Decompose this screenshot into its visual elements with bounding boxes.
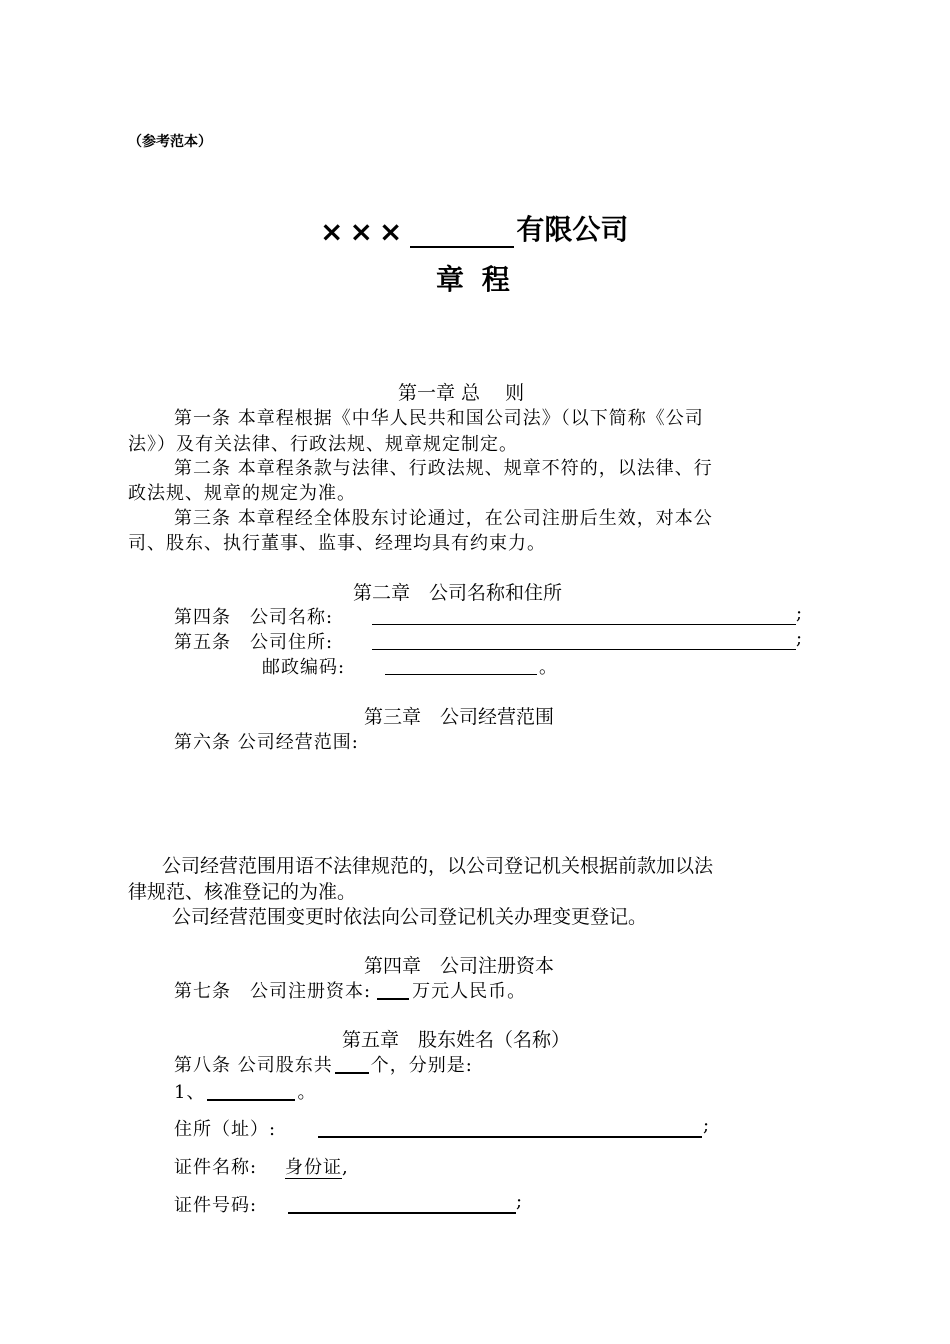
article-3-line-1: 第三条 本章程经全体股东讨论通过，在公司注册后生效，对本公: [174, 508, 713, 529]
id-number-field[interactable]: [288, 1195, 516, 1214]
article-8-suffix: 个，分别是:: [370, 1055, 473, 1076]
business-scope-note-line-2: 律规范、核准登记的为准。: [128, 881, 357, 903]
shareholder-address-field[interactable]: [318, 1119, 702, 1138]
postal-code-label: 邮政编码:: [262, 657, 346, 678]
article-2-line-2: 政法规、规章的规定为准。: [128, 483, 356, 504]
article-4-label: 第四条 公司名称:: [174, 607, 334, 628]
article-1-line-2: 法》）及有关法律、行政法规、规章规定制定。: [128, 434, 518, 455]
article-5-label: 第五条 公司住所:: [174, 632, 334, 653]
shareholder-name-field[interactable]: [207, 1081, 295, 1101]
document-title: 章 程: [436, 263, 514, 296]
chapter-5-heading: 第五章 股东姓名（名称）: [342, 1029, 571, 1051]
chapter-4-heading: 第四章 公司注册资本: [364, 955, 555, 977]
shareholder-count-field[interactable]: [335, 1054, 369, 1074]
article-3-line-2: 司、股东、执行董事、监事、经理均具有约束力。: [128, 533, 546, 554]
article-8-prefix: 第八条 公司股东共: [174, 1055, 333, 1076]
semicolon: ;: [796, 603, 804, 624]
comma: ,: [342, 1157, 349, 1178]
article-8: [174, 1051, 473, 1077]
postal-code-field[interactable]: [385, 657, 537, 675]
article-7-prefix: 第七条 公司注册资本:: [174, 981, 372, 1002]
chapter-3-heading: 第三章 公司经营范围: [364, 706, 555, 728]
id-number-label: 证件号码:: [174, 1195, 258, 1216]
chapter-1-heading: 第一章 总 则: [398, 382, 525, 404]
id-type-value[interactable]: [285, 1153, 349, 1179]
company-title: [320, 208, 628, 248]
business-scope-note-line-1: 公司经营范围用语不法律规范的，以公司登记机关根据前款加以法: [162, 855, 714, 877]
company-address-field[interactable]: [372, 632, 796, 650]
semicolon: ;: [516, 1191, 524, 1212]
id-type-label: 证件名称:: [174, 1157, 258, 1178]
title-suffix: 有限公司: [516, 213, 629, 246]
semicolon: ;: [796, 628, 804, 649]
business-scope-change-note: 公司经营范围变更时依法向公司登记机关办理变更登记。: [172, 906, 648, 928]
company-name-field[interactable]: [372, 607, 796, 625]
company-name-blank: [410, 216, 514, 248]
title-prefix: ×××: [320, 215, 409, 248]
chapter-2-heading: 第二章 公司名称和住所: [353, 582, 563, 604]
reference-note: （参考范本）: [128, 134, 212, 150]
address-label: 住所（址）:: [174, 1119, 277, 1140]
semicolon: ;: [703, 1115, 711, 1136]
item-number: 1、: [174, 1082, 206, 1103]
article-7-suffix: 万元人民币。: [412, 981, 527, 1002]
item-suffix: 。: [297, 1082, 317, 1103]
article-2-line-1: 第二条 本章程条款与法律、行政法规、规章不符的，以法律、行: [174, 458, 713, 479]
article-1-line-1: 第一条 本章程根据《中华人民共和国公司法》（以下简称《公司: [174, 408, 704, 429]
shareholder-item-1: [174, 1078, 316, 1104]
id-type-text: 身份证: [285, 1157, 342, 1178]
registered-capital-field[interactable]: [377, 980, 409, 1000]
period: 。: [539, 657, 558, 678]
article-6-label: 第六条 公司经营范围:: [174, 732, 359, 753]
article-7: [174, 977, 526, 1003]
